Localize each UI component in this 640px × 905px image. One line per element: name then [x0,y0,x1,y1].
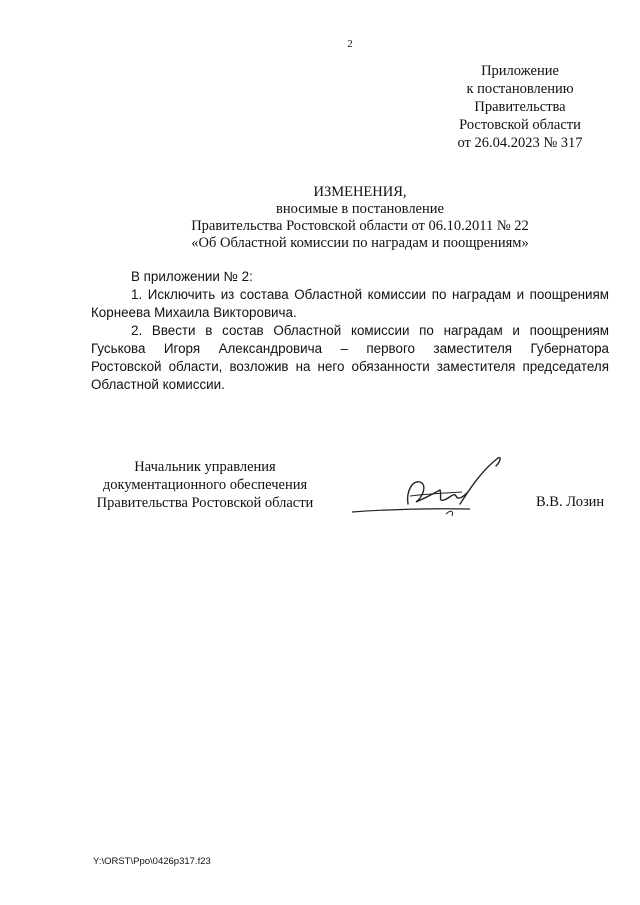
position-line: документационного обеспечения [102,477,308,493]
item2-line: 2. Ввести в состав Областной комиссии по наградам и поощрениям [131,323,609,338]
appendix-date-number: от 26.04.2023 № 317 [457,135,583,151]
item1-line: Корнеева Михаила Викторовича. [91,305,297,320]
title-heading: ИЗМЕНЕНИЯ, [313,184,407,200]
item2-line: Ростовской области, возложив на него обязанности заместителя председателя [91,359,609,374]
title-line: Правительства Ростовской области от 06.10.2011 № 22 [191,218,529,234]
handwritten-signature [350,452,510,522]
item2-line: Областной комиссии. [91,377,225,392]
appendix-line: к постановлению [466,81,574,97]
appendix-line: Приложение [481,63,559,79]
appendix-line: Правительства [474,99,566,115]
page-number: 2 [347,38,353,50]
document-body [91,268,609,394]
position-line: Правительства Ростовской области [96,495,314,511]
item2-line: Гуськова Игоря Александровича – первого заместителя Губернатора [91,341,609,356]
file-path-footer: Y:\ORST\Ppo\0426p317.f23 [93,856,211,867]
document-title [0,184,640,252]
position-line: Начальник управления [134,459,276,475]
title-line: «Об Областной комиссии по наградам и поощрениям» [191,235,529,251]
appendix-header [430,62,610,152]
title-line: вносимые в постановление [276,201,444,217]
item1-line: 1. Исключить из состава Областной комиссии по наградам и поощрениям [131,287,609,302]
signer-name: В.В. Лозин [536,494,605,510]
signatory-position [90,458,320,512]
appendix-line: Ростовской области [459,117,581,133]
body-intro: В приложении № 2: [131,269,253,284]
